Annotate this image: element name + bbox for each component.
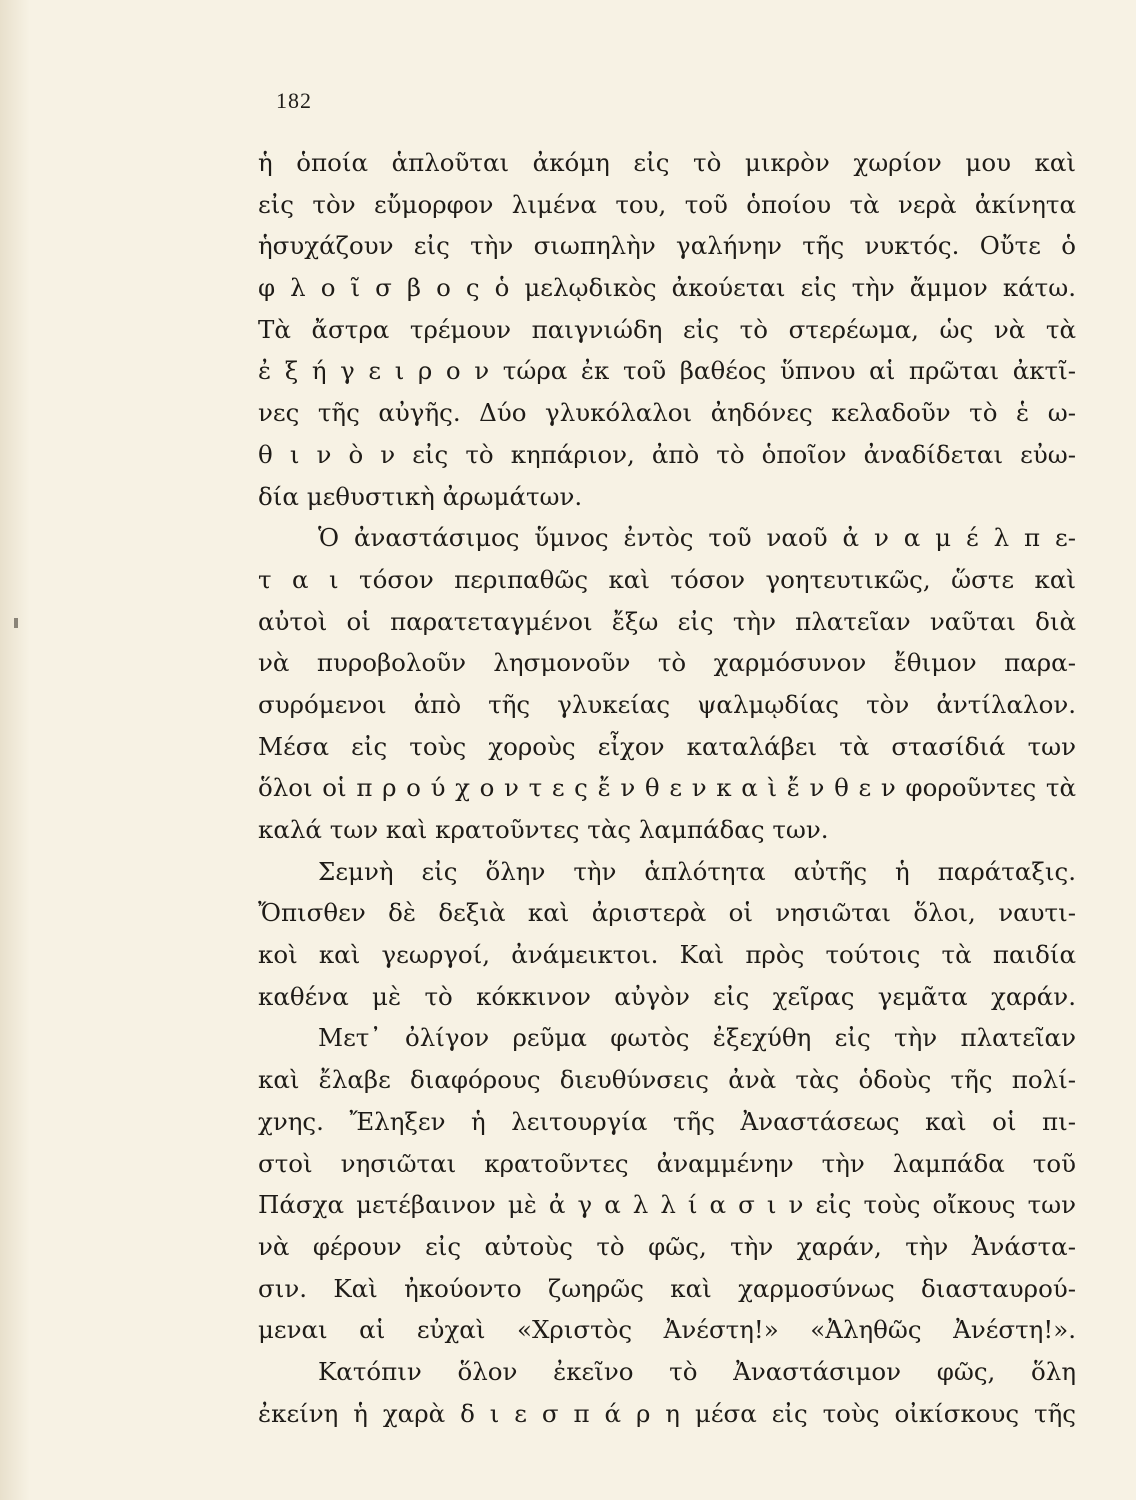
text-line: ἡσυχάζουν εἰς τὴν σιωπηλὴν γαλήνην τῆς νυκτός. Οὔτε ὁ <box>258 231 1076 261</box>
text-line: καλά των καὶ κρατοῦντες τὰς λαμπάδας των. <box>258 815 829 844</box>
page-number: 182 <box>276 88 312 113</box>
text-line: χνης. Ἔληξεν ἡ λειτουργία τῆς Ἀναστάσεως καὶ οἱ πι- <box>258 1106 1076 1136</box>
text-line: Πάσχα μετέβαινον μὲ ἀ γ α λ λ ί α σ ι ν εἰς τοὺς οἴκους των <box>258 1190 1076 1220</box>
body-text <box>258 142 1076 1434</box>
margin-mark <box>14 618 18 628</box>
text-line: ὅλοι οἱ π ρ ο ύ χ ο ν τ ε ς ἔ ν θ ε ν κ α ὶ ἔ ν θ ε ν φοροῦντες τὰ <box>258 773 1076 803</box>
text-line: σιν. Καὶ ἠκούοντο ζωηρῶς καὶ χαρμοσύνως διασταυρού- <box>258 1273 1076 1303</box>
text-line: Ὁ ἀναστάσιμος ὕμνος ἐντὸς τοῦ ναοῦ ἀ ν α μ έ λ π ε- <box>318 523 1076 553</box>
text-line: θ ι ν ὸ ν εἰς τὸ κηπάριον, ἀπὸ τὸ ὁποῖον ἀναδίδεται εὐω- <box>258 439 1076 469</box>
text-line: Μέσα εἰς τοὺς χοροὺς εἶχον καταλάβει τὰ στασίδιά των <box>258 731 1076 761</box>
text-line: Σεμνὴ εἰς ὅλην τὴν ἁπλότητα αὐτῆς ἡ παράταξις. <box>318 856 1076 886</box>
text-line: νὰ φέρουν εἰς αὐτοὺς τὸ φῶς, τὴν χαράν, τὴν Ἀνάστα- <box>258 1231 1076 1261</box>
text-line: καθένα μὲ τὸ κόκκινον αὐγὸν εἰς χεῖρας γεμᾶτα χαράν. <box>258 981 1076 1011</box>
text-line: Ὄπισθεν δὲ δεξιὰ καὶ ἀριστερὰ οἱ νησιῶται ὅλοι, ναυτι- <box>258 898 1076 928</box>
text-line: στοὶ νησιῶται κρατοῦντες ἀναμμένην τὴν λαμπάδα τοῦ <box>258 1148 1076 1178</box>
text-line: φ λ ο ῖ σ β ο ς ὁ μελῳδικὸς ἀκούεται εἰς τὴν ἄμμον κάτω. <box>258 273 1076 303</box>
text-line: αὐτοὶ οἱ παρατεταγμένοι ἔξω εἰς τὴν πλατεῖαν ναῦται διὰ <box>258 606 1076 636</box>
text-line: εἰς τὸν εὔμορφον λιμένα του, τοῦ ὁποίου τὰ νερὰ ἀκίνητα <box>258 189 1076 219</box>
text-line: καὶ ἔλαβε διαφόρους διευθύνσεις ἀνὰ τὰς ὁδοὺς τῆς πολί- <box>258 1065 1076 1095</box>
text-line: ἐ ξ ή γ ε ι ρ ο ν τώρα ἐκ τοῦ βαθέος ὕπνου αἱ πρῶται ἀκτῖ- <box>258 356 1076 386</box>
text-line: νες τῆς αὐγῆς. Δύο γλυκόλαλοι ἀηδόνες κελαδοῦν τὸ ἑ ω- <box>258 398 1076 428</box>
text-line: Μετ᾽ ὀλίγον ρεῦμα φωτὸς ἐξεχύθη εἰς τὴν πλατεῖαν <box>318 1023 1076 1053</box>
text-line: ἡ ὁποία ἁπλοῦται ἀκόμη εἰς τὸ μικρὸν χωρίον μου καὶ <box>258 148 1076 177</box>
text-line: Κατόπιν ὅλον ἐκεῖνο τὸ Ἀναστάσιμον φῶς, ὅλη <box>318 1356 1076 1386</box>
text-line: νὰ πυροβολοῦν λησμονοῦν τὸ χαρμόσυνον ἔθιμον παρα- <box>258 648 1076 678</box>
text-line: δία μεθυστικὴ ἀρωμάτων. <box>258 481 583 511</box>
text-line: ἐκείνη ἡ χαρὰ δ ι ε σ π ά ρ η μέσα εἰς τοὺς οἰκίσκους τῆς <box>258 1398 1076 1428</box>
text-line: μεναι αἱ εὐχαὶ «Χριστὸς Ἀνέστη!» «Ἀληθῶς Ἀνέστη!». <box>258 1315 1076 1345</box>
text-line: τ α ι τόσον περιπαθῶς καὶ τόσον γοητευτικῶς, ὥστε καὶ <box>258 564 1076 594</box>
text-line: συρόμενοι ἀπὸ τῆς γλυκείας ψαλμῳδίας τὸν ἀντίλαλον. <box>258 689 1076 719</box>
page-edge-shadow <box>0 0 30 1500</box>
text-line: Τὰ ἄστρα τρέμουν παιγνιώδη εἰς τὸ στερέωμα, ὡς νὰ τὰ <box>258 314 1076 344</box>
text-line: κοὶ καὶ γεωργοί, ἀνάμεικτοι. Καὶ πρὸς τούτοις τὰ παιδία <box>258 940 1076 970</box>
